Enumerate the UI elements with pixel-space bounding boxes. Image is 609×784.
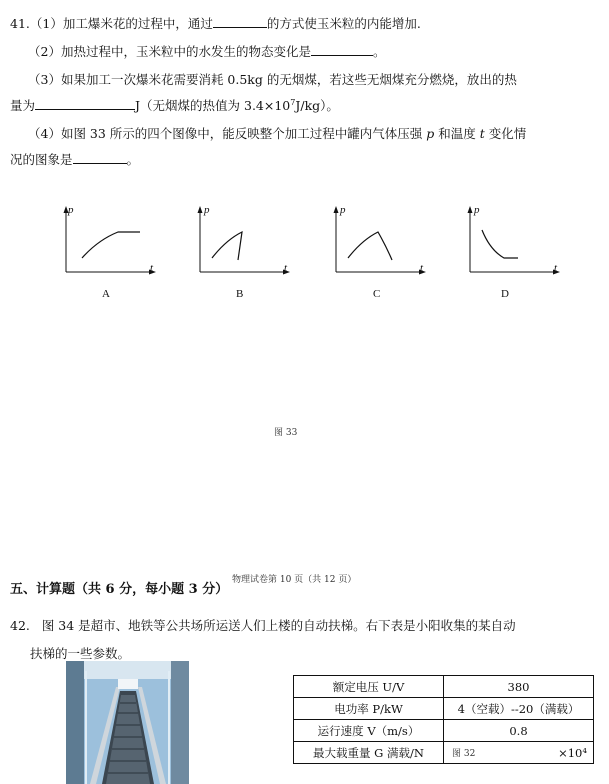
answer-blank-1[interactable] (213, 15, 267, 28)
param-value: 图 32 ×10⁴ (444, 742, 594, 764)
answer-blank-2[interactable] (311, 43, 373, 56)
param-label: 运行速度 V（m/s） (294, 720, 444, 742)
q41-line4: 量为 J（无烟煤的热值为 $3.4\times 10^7J/kg$）。 (10, 97, 339, 113)
table-row (294, 698, 594, 720)
q42-line2: 扶梯的一些参数。 (30, 646, 131, 661)
curve-a (82, 232, 140, 258)
q42-number: 42. (10, 618, 30, 633)
q41-line1: 41.（1）加工爆米花的过程中，通过 的方式使玉米粒的内能增加. (10, 16, 421, 31)
axis-p-c: p (340, 204, 346, 216)
parameter-table (293, 675, 594, 764)
graph-label-c: C (373, 288, 381, 300)
axis-p-d: p (474, 204, 480, 216)
curve-c (348, 232, 392, 260)
curve-d (482, 230, 518, 258)
axis-t-b: t (284, 262, 288, 274)
curve-b (212, 232, 242, 260)
axis-p-b: p (204, 204, 210, 216)
escalator-illustration (66, 661, 189, 784)
q41-line6: 况的图象是 。 (10, 152, 140, 167)
q41-line5: （4）如图 33 所示的四个图像中，能反映整个加工过程中罐内气体压强 p 和温度 t 变化情 (28, 126, 527, 141)
graph-label-d: D (501, 288, 509, 300)
param-label: 额定电压 U/V (294, 676, 444, 698)
table-row (294, 676, 594, 698)
axis-t-d: t (554, 262, 558, 274)
escalator-photo (66, 661, 189, 784)
param-value: 4（空载）--20（满载） (444, 698, 594, 720)
param-label: 最大载重量 G 满载/N (294, 742, 444, 764)
section-5-heading: 五、计算题（共 6 分，每小题 3 分） (10, 582, 229, 597)
graph-label-b: B (236, 288, 244, 300)
graph-label-a: A (102, 288, 110, 300)
answer-blank-3[interactable] (35, 97, 135, 110)
q41-line2: （2）加热过程中，玉米粒中的水发生的物态变化是 。 (28, 44, 386, 59)
axis-t-c: t (420, 262, 424, 274)
axis-p-a: p (68, 204, 74, 216)
answer-blank-4[interactable] (73, 151, 127, 164)
q41-number: 41. (10, 16, 30, 31)
q41-line3: （3）如果加工一次爆米花需要消耗 0.5kg 的无烟煤，若这些无烟煤充分燃烧，放出的热 (28, 72, 517, 87)
axis-t-a: t (150, 262, 154, 274)
param-label: 电功率 P/kW (294, 698, 444, 720)
param-value: 0.8 (444, 720, 594, 742)
figure-32-overlay: 图 32 (452, 749, 476, 759)
q42-line1: 42. 图 34 是超市、地铁等公共场所运送人们上楼的自动扶梯。右下表是小阳收集的某自动 (10, 618, 516, 633)
page-footer: 物理试卷第 10 页（共 12 页） (232, 572, 356, 585)
table-row (294, 720, 594, 742)
figure-33-caption: 图 33 (274, 428, 298, 438)
table-row (294, 742, 594, 764)
param-value: 380 (444, 676, 594, 698)
